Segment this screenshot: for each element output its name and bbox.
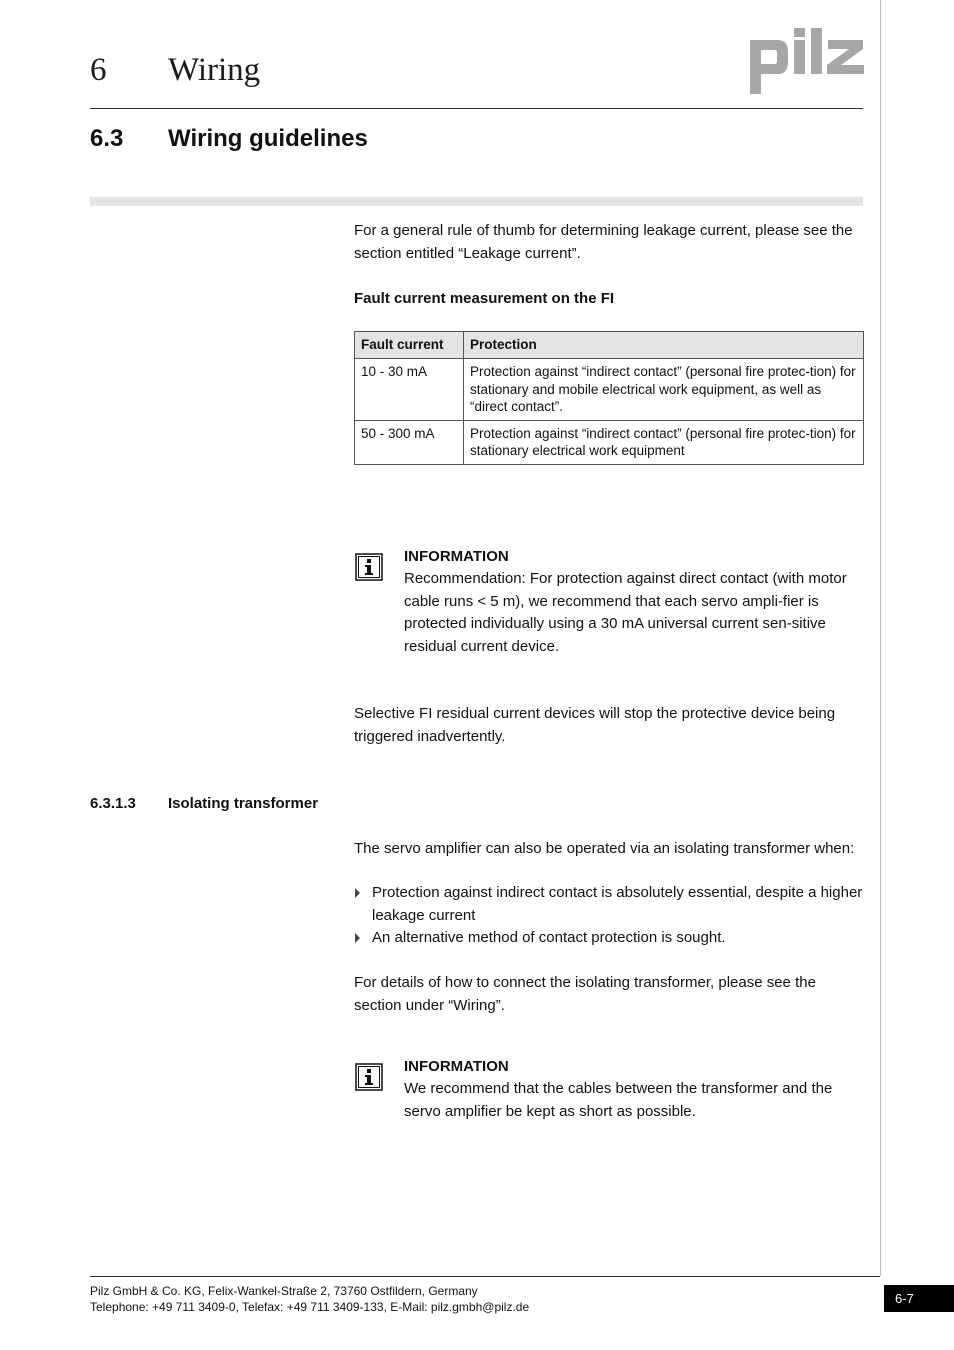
info-icon: [355, 553, 383, 581]
intro-paragraph: For a general rule of thumb for determining leakage current, please see the section entitled “Leakage current”.: [354, 222, 853, 262]
bullet-arrow-icon: [355, 933, 360, 943]
bullet-arrow-icon: [355, 888, 360, 898]
info-text: We recommend that the cables between the transformer and the servo amplifier be kept as short as possible.: [404, 1080, 833, 1120]
fault-current-heading: Fault current measurement on the FI: [354, 290, 615, 307]
footer-rule: [90, 1276, 880, 1277]
right-margin-rule: [880, 0, 881, 1276]
info-icon: [355, 1063, 383, 1091]
selective-fi-paragraph: Selective FI residual current devices will stop the protective device being triggered inadvertently.: [354, 705, 836, 745]
table-cell: Protection against “indirect contact” (personal fire protec-tion) for stationary electrical work equipment: [464, 420, 864, 464]
footer-contact: Telephone: +49 711 3409-0, Telefax: +49 711 3409-133, E-Mail: pilz.gmbh@pilz.de: [90, 1300, 530, 1314]
chapter-title: Wiring: [168, 52, 261, 88]
chapter-number: 6: [90, 52, 107, 88]
section-number: 6.3: [90, 125, 124, 152]
pilz-logo: [748, 26, 866, 96]
table-header-fault-current: Fault current: [355, 332, 464, 359]
table-header-protection: Protection: [464, 332, 864, 359]
transformer-conditions-list: [354, 882, 866, 950]
fault-current-table: [354, 331, 864, 465]
list-item: [354, 927, 866, 950]
table-header-row: [355, 332, 864, 359]
table-cell: 10 - 30 mA: [355, 359, 464, 421]
subsection-number: 6.3.1.3: [90, 795, 136, 812]
table-row: [355, 420, 864, 464]
transformer-intro-paragraph: The servo amplifier can also be operated via an isolating transformer when:: [354, 840, 855, 857]
table-row: [355, 359, 864, 421]
info-title: INFORMATION: [404, 548, 509, 565]
section-divider-bar: [90, 197, 863, 206]
list-item-text: An alternative method of contact protection is sought.: [372, 929, 726, 946]
list-item: [354, 882, 866, 927]
table-cell: Protection against “indirect contact” (personal fire protec-tion) for stationary and mobile electrical work equipment, as well as “direct contact”.: [464, 359, 864, 421]
subsection-title: Isolating transformer: [168, 795, 319, 812]
page-number-badge: 6-7: [884, 1285, 954, 1312]
info-text: Recommendation: For protection against direct contact (with motor cable runs < 5 m), we recommend that each servo ampli-fier is protected individually using a 30 mA universal current sen-sitive residual current device.: [404, 570, 847, 655]
details-paragraph: For details of how to connect the isolating transformer, please see the section under “Wiring”.: [354, 974, 816, 1014]
list-item-text: Protection against indirect contact is absolutely essential, despite a higher leakage current: [372, 884, 863, 924]
footer-address: Pilz GmbH & Co. KG, Felix-Wankel-Straße 2, 73760 Ostfildern, Germany: [90, 1284, 478, 1298]
table-cell: 50 - 300 mA: [355, 420, 464, 464]
section-title: Wiring guidelines: [168, 125, 368, 152]
header-rule: [90, 108, 863, 109]
info-title: INFORMATION: [404, 1058, 509, 1075]
